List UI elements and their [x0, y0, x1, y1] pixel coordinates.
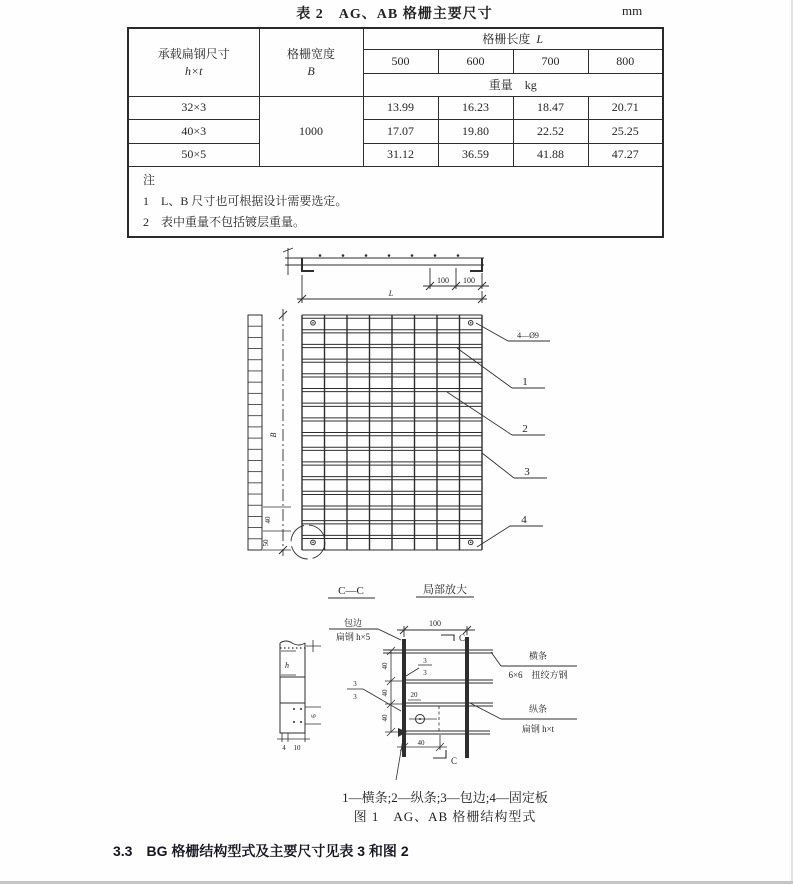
weld-symbol-mid	[347, 680, 401, 711]
cell-weight: 41.88	[513, 143, 588, 166]
bearing-bar-label	[470, 703, 577, 734]
length-value-cell: 600	[438, 49, 513, 73]
dim-10: 10	[293, 744, 301, 752]
length-header-symbol: L	[536, 32, 544, 47]
length-span-header-cell	[363, 28, 663, 49]
callout-1: 1	[522, 376, 528, 388]
detail-dim-40-bottom: 40	[417, 739, 425, 747]
svg-text:3: 3	[423, 657, 427, 665]
col2-header-symbol: B	[307, 64, 315, 79]
col1-header-symbol: h×t	[185, 64, 203, 79]
table-title: 表 2 AG、AB 格栅主要尺寸	[296, 7, 493, 22]
detail-label: 局部放大	[423, 584, 467, 596]
table-2-grating-dimensions	[127, 27, 664, 238]
col1-header-text: 承载扁钢尺寸	[157, 47, 230, 62]
section-mark-c-bottom: C	[451, 756, 458, 766]
figure-title: 图 1 AG、AB 格栅结构型式	[353, 809, 537, 824]
edge-strip-view	[248, 315, 262, 550]
callout-2: 2	[522, 423, 528, 435]
callout-holes-label: 4—Ø9	[517, 331, 539, 340]
svg-text:横条: 横条	[528, 651, 548, 661]
cell-size: 50×5	[128, 143, 259, 166]
cell-weight: 16.23	[438, 96, 513, 119]
table-unit-label: mm	[622, 3, 643, 18]
section-cc-view	[277, 585, 375, 752]
svg-text:3: 3	[423, 669, 427, 677]
callout-leaders	[447, 323, 550, 547]
detail-dim-40-2: 40	[381, 689, 389, 697]
detail-dim-20: 20	[410, 691, 418, 699]
dim-L: L	[388, 289, 394, 298]
weight-header-cell: 重量 kg	[363, 73, 663, 96]
table-row	[128, 143, 663, 166]
dim-100-right: 100	[463, 276, 475, 285]
note-2: 2 表中重量不包括镀层重量。	[143, 214, 306, 229]
section-number: 3.3	[113, 843, 133, 859]
detail-dim-100: 100	[429, 619, 441, 628]
length-value-cell: 500	[363, 49, 438, 73]
plan-view	[248, 309, 550, 559]
length-header-text: 格栅长度	[482, 32, 531, 47]
figure-1-drawing	[225, 245, 695, 780]
dim-100-left: 100	[437, 276, 449, 285]
svg-text:纵条: 纵条	[528, 704, 548, 714]
svg-text:3: 3	[353, 680, 357, 688]
grating-grid	[302, 315, 482, 550]
cell-weight: 13.99	[363, 96, 438, 119]
cell-size: 40×3	[128, 119, 259, 143]
notes-row	[128, 166, 663, 237]
svg-text:6×6 扭绞方钢: 6×6 扭绞方钢	[508, 670, 568, 680]
dim-40-plan: 40	[264, 516, 272, 524]
dim-6: 6	[310, 714, 318, 718]
section-cc-label: C—C	[338, 585, 364, 597]
detail-dim-40-3: 40	[381, 714, 389, 722]
top-elevation-view	[283, 248, 489, 303]
cross-bars	[383, 650, 493, 734]
notes-label: 注	[143, 172, 156, 187]
length-value-cell: 700	[513, 49, 588, 73]
cell-weight: 47.27	[588, 143, 663, 166]
dim-h: h	[285, 661, 289, 670]
callout-3: 3	[524, 466, 530, 478]
weld-symbol-top	[406, 657, 432, 677]
section-text: BG 格栅结构型式及主要尺寸见表 3 和图 2	[146, 843, 409, 859]
cell-weight: 25.25	[588, 119, 663, 143]
cell-size: 32×3	[128, 96, 259, 119]
cell-weight: 20.71	[588, 96, 663, 119]
detail-dim-40-1: 40	[381, 662, 389, 670]
col2-header-text: 格栅宽度	[286, 47, 335, 62]
length-value-cell: 800	[588, 49, 663, 73]
note-1: 1 L、B 尺寸也可根据设计需要选定。	[143, 193, 348, 208]
cross-bar-label	[491, 650, 577, 680]
cell-weight: 36.59	[438, 143, 513, 166]
cell-width: 1000	[259, 96, 363, 166]
figure-legend: 1—横条;2—纵条;3—包边;4—固定板	[342, 790, 548, 805]
dim-B: B	[269, 432, 278, 438]
table-row	[128, 119, 663, 143]
section-mark-c-top: C	[459, 633, 466, 643]
cell-weight: 22.52	[513, 119, 588, 143]
weld-symbol-bottom	[381, 739, 403, 780]
cell-weight: 18.47	[513, 96, 588, 119]
edge-bar-right	[465, 637, 469, 758]
notes-cell	[128, 166, 663, 237]
edge-strip-divisions	[248, 326, 262, 539]
cell-weight: 17.07	[363, 119, 438, 143]
header-row-1	[128, 28, 663, 49]
svg-text:扁钢 h×5: 扁钢 h×5	[335, 632, 371, 642]
section-heading	[113, 841, 409, 861]
callout-4: 4	[521, 514, 527, 526]
svg-text:3: 3	[353, 693, 357, 701]
weld-dots	[319, 254, 460, 257]
svg-text:包边: 包边	[343, 618, 363, 628]
col1-header-cell	[128, 28, 259, 96]
square-bar-dots	[293, 708, 302, 723]
detail-view	[329, 582, 577, 780]
dim-50-plan: 50	[262, 539, 270, 547]
col2-header-cell	[259, 28, 363, 96]
detail-callout-circle	[291, 525, 325, 559]
table-row	[128, 96, 663, 119]
cell-weight: 19.80	[438, 119, 513, 143]
dim-4: 4	[282, 744, 286, 752]
edge-wrap-label	[329, 617, 401, 642]
cell-weight: 31.12	[363, 143, 438, 166]
svg-text:扁钢 h×t: 扁钢 h×t	[521, 724, 555, 734]
